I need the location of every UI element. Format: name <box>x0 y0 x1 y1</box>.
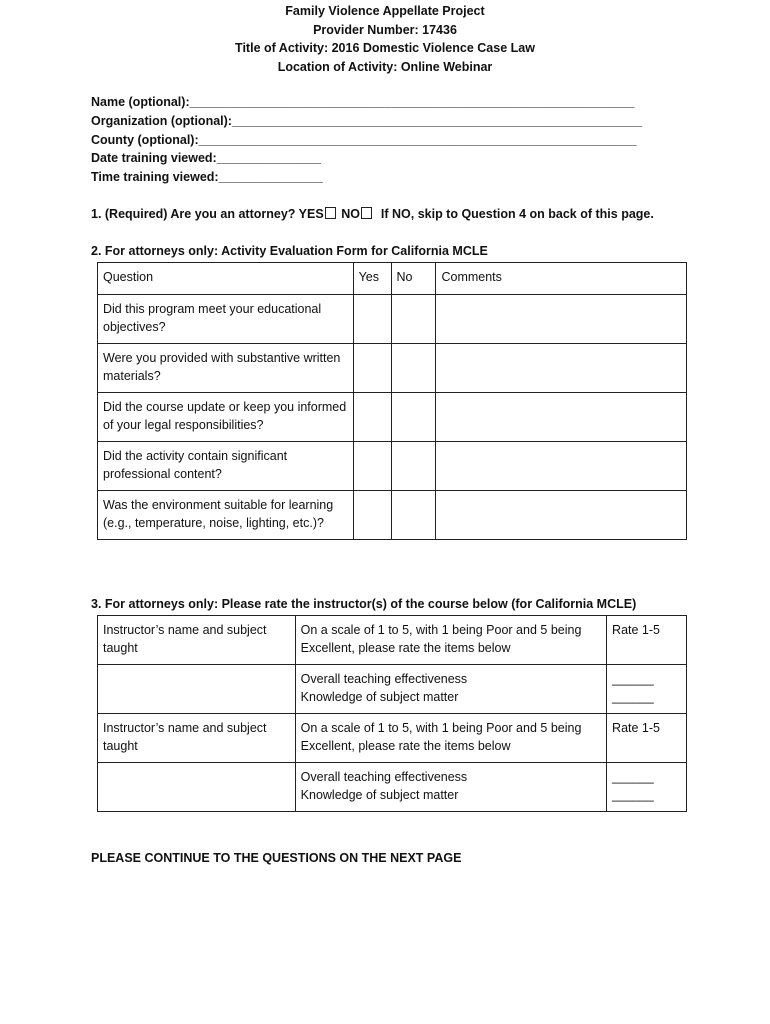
instructor-row <box>98 714 687 763</box>
scale-instructions: On a scale of 1 to 5, with 1 being Poor and 5 being Excellent, please rate the items below <box>295 714 606 763</box>
question-cell: Did the activity contain significant professional content? <box>98 442 354 491</box>
instructor-name-cell[interactable] <box>98 763 296 812</box>
yes-cell[interactable] <box>353 491 391 540</box>
date-viewed-field[interactable]: Date training viewed:_______________ <box>91 151 321 166</box>
rating-blanks[interactable] <box>607 665 687 714</box>
question-cell: Did this program meet your educational objectives? <box>98 295 354 344</box>
name-field[interactable]: Name (optional):________________________________________________________________ <box>91 95 635 109</box>
item-knowledge: Knowledge of subject matter <box>300 787 459 802</box>
rate-label: Rate 1-5 <box>607 714 687 763</box>
item-teaching: Overall teaching effectiveness <box>300 672 468 686</box>
yes-cell[interactable] <box>353 295 391 344</box>
rating-items <box>295 665 606 714</box>
comments-cell[interactable] <box>436 491 687 540</box>
instructor-label: Instructor’s name and subject taught <box>98 616 296 665</box>
county-field[interactable]: County (optional):_______________________________________________________________ <box>91 132 637 147</box>
question-1 <box>91 207 654 221</box>
no-cell[interactable] <box>391 442 436 491</box>
no-cell[interactable] <box>391 295 436 344</box>
no-checkbox[interactable] <box>361 207 372 219</box>
comments-cell[interactable] <box>436 393 687 442</box>
table-row <box>98 295 687 344</box>
comments-cell[interactable] <box>436 442 687 491</box>
header-question: Question <box>98 263 354 295</box>
instructor-row <box>98 616 687 665</box>
rating-blank[interactable]: ______ <box>612 689 654 704</box>
rating-blank[interactable]: ______ <box>612 672 654 686</box>
item-knowledge: Knowledge of subject matter <box>300 689 459 704</box>
rating-blank[interactable]: ______ <box>612 770 654 784</box>
evaluation-table <box>97 262 687 540</box>
no-cell[interactable] <box>391 491 436 540</box>
continue-notice: PLEASE CONTINUE TO THE QUESTIONS ON THE NEXT PAGE <box>91 851 462 865</box>
provider-number: Provider Number: 17436 <box>313 22 457 37</box>
question-cell: Was the environment suitable for learning (e.g., temperature, noise, lighting, etc.)? <box>98 491 354 540</box>
question-2-title: 2. For attorneys only: Activity Evaluation Form for California MCLE <box>91 244 488 258</box>
no-cell[interactable] <box>391 344 436 393</box>
instructor-rating-table <box>97 615 687 812</box>
question-cell: Did the course update or keep you informed of your legal responsibilities? <box>98 393 354 442</box>
instructor-name-cell[interactable] <box>98 665 296 714</box>
activity-location: Location of Activity: Online Webinar <box>277 59 493 74</box>
no-cell[interactable] <box>391 393 436 442</box>
instructor-label: Instructor’s name and subject taught <box>98 714 296 763</box>
question-1-text: 1. (Required) Are you an attorney? YES <box>91 207 324 221</box>
question-1-instruction: If NO, skip to Question 4 on back of this page. <box>380 207 654 221</box>
table-row <box>98 393 687 442</box>
rating-blanks[interactable] <box>607 763 687 812</box>
org-name: Family Violence Appellate Project <box>285 4 485 18</box>
yes-checkbox[interactable] <box>325 207 336 219</box>
table-row <box>98 491 687 540</box>
rating-blank[interactable]: ______ <box>612 787 654 802</box>
time-viewed-field[interactable]: Time training viewed:_______________ <box>91 170 323 185</box>
comments-cell[interactable] <box>436 344 687 393</box>
question-cell: Were you provided with substantive written materials? <box>98 344 354 393</box>
scale-instructions: On a scale of 1 to 5, with 1 being Poor and 5 being Excellent, please rate the items below <box>295 616 606 665</box>
question-3-title: 3. For attorneys only: Please rate the instructor(s) of the course below (for California MCLE) <box>91 597 637 611</box>
organization-field[interactable]: Organization (optional):___________________________________________________________ <box>91 113 643 128</box>
attendee-fields <box>91 93 642 187</box>
table-row <box>98 442 687 491</box>
rating-row <box>98 763 687 812</box>
comments-cell[interactable] <box>436 295 687 344</box>
rating-row <box>98 665 687 714</box>
header-no: No <box>391 263 436 295</box>
yes-cell[interactable] <box>353 344 391 393</box>
activity-title: Title of Activity: 2016 Domestic Violence Case Law <box>235 41 535 56</box>
header-yes: Yes <box>353 263 391 295</box>
rating-items <box>295 763 606 812</box>
header-comments: Comments <box>436 263 687 295</box>
table-row <box>98 344 687 393</box>
table-header-row <box>98 263 687 295</box>
yes-cell[interactable] <box>353 393 391 442</box>
no-label: NO <box>341 207 360 221</box>
yes-cell[interactable] <box>353 442 391 491</box>
document-header <box>0 2 770 76</box>
rate-label: Rate 1-5 <box>607 616 687 665</box>
item-teaching: Overall teaching effectiveness <box>300 770 468 784</box>
